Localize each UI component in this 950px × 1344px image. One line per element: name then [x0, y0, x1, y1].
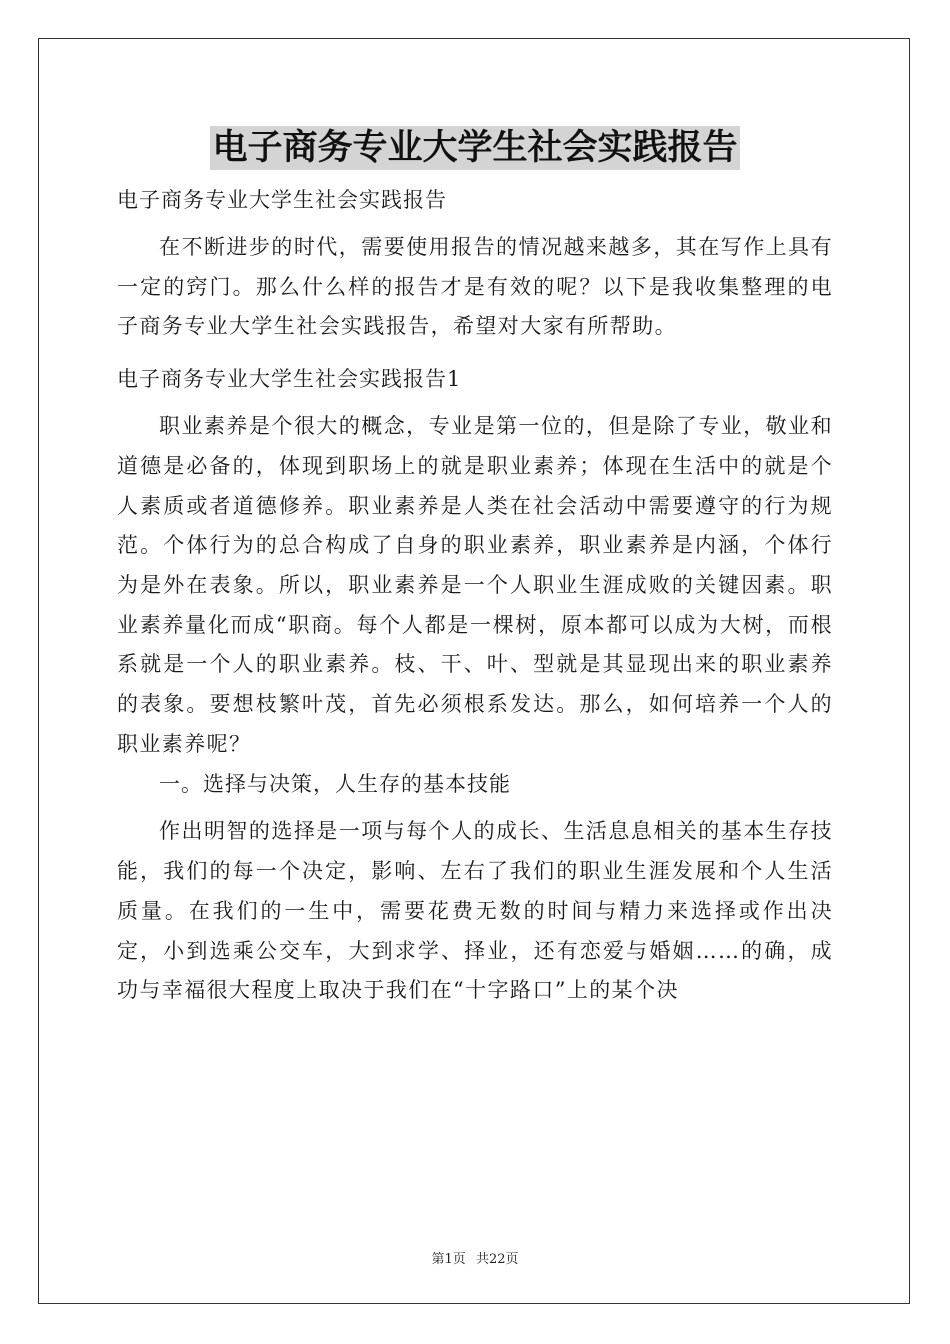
document-title: 电子商务专业大学生社会实践报告: [212, 127, 738, 168]
document-subtitle: 电子商务专业大学生社会实践报告: [117, 188, 447, 212]
document-body: [117, 180, 833, 1011]
body-paragraph-2: 作出明智的选择是一项与每个人的成长、生活息息相关的基本生存技能，我们的每一个决定，影响、左右了我们的职业生涯发展和个人生活质量。在我们的一生中，需要花费无数的时间与精力来选择或作出决定，小到选乘公交车，大到求学、择业，还有恋爱与婚姻……的确，成功与幸福很大程度上取决于我们在“十字路口”上的某个决: [117, 819, 833, 1003]
page-total: 共22页: [475, 1252, 519, 1267]
body-paragraph-1: 职业素养是个很大的概念，专业是第一位的，但是除了专业，敬业和道德是必备的，体现到职场上的就是职业素养；体现在生活中的就是个人素质或者道德修养。职业素养是人类在社会活动中需要遵守的行为规范。个体行为的总合构成了自身的职业素养，职业素养是内涵，个体行为是外在表象。所以，职业素养是一个人职业生涯成败的关键因素。职业素养量化而成“职商。每个人都是一棵树，原本都可以成为大树，而根系就是一个人的职业素养。枝、干、叶、型就是其显现出来的职业素养的表象。要想枝繁叶茂，首先必须根系发达。那么，如何培养一个人的职业素养呢？: [117, 414, 833, 756]
section-title: 电子商务专业大学生社会实践报告1: [117, 367, 462, 392]
page-footer: [0, 1248, 950, 1267]
intro-paragraph: 在不断进步的时代，需要使用报告的情况越来越多，其在写作上具有一定的窍门。那么什么样的报告才是有效的呢？以下是我收集整理的电子商务专业大学生社会实践报告，希望对大家有所帮助。: [117, 235, 833, 339]
title-container: [0, 126, 950, 170]
page-number: 第1页: [431, 1252, 466, 1267]
point-heading-1: 一。选择与决策，人生存的基本技能: [159, 772, 511, 797]
